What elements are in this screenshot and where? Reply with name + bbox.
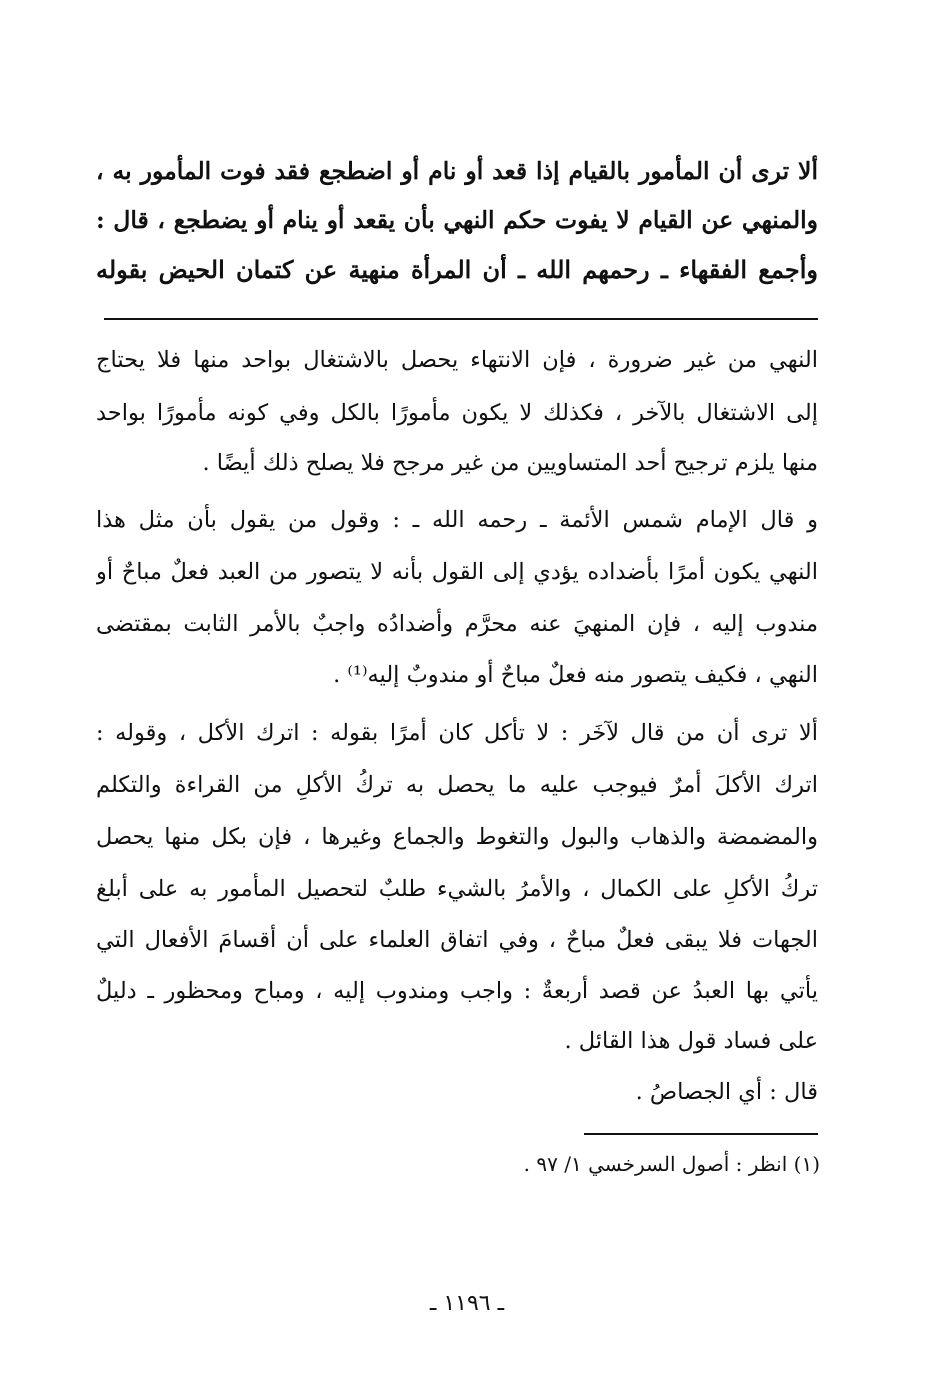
- paragraph-line: تركُ الأكلِ على الكمال ، والأمرُ بالشيء طلبٌ لتحصيل المأمور به على أبلغ: [96, 876, 818, 902]
- footnote: (١) انظر : أصول السرخسي ١/ ٩٧ .: [523, 1152, 820, 1176]
- paragraph-line: و قال الإمام شمس الأئمة ـ رحمه الله ـ : وقول من يقول بأن مثل هذا: [96, 507, 818, 533]
- paragraph-line: النهي يكون أمرًا بأضداده يؤدي إلى القول بأنه لا يتصور من العبد فعلٌ مباحٌ أو: [96, 559, 818, 585]
- section-divider: [104, 318, 818, 320]
- quote-line: ألا ترى أن المأمور بالقيام إذا قعد أو نام أو اضطجع فقد فوت المأمور به ،: [96, 157, 818, 185]
- page-number: ـ ١١٩٦ ـ: [429, 1291, 505, 1316]
- paragraph-line: اترك الأكلَ أمرٌ فيوجب عليه ما يحصل به تركُ الأكلِ من القراءة والتكلم: [96, 772, 818, 798]
- paragraph-line: ألا ترى أن من قال لآخَر : لا تأكل كان أمرًا بقوله : اترك الأكل ، وقوله :: [96, 720, 818, 746]
- paragraph-line: إلى الاشتغال بالآخر ، فكذلك لا يكون مأمورًا بالكل وفي كونه مأمورًا بواحد: [96, 400, 818, 426]
- paragraph-line: والمضمضة والذهاب والبول والتغوط والجماع وغيرها ، فإن بكل منها يحصل: [96, 824, 818, 850]
- attribution-note: قال : أي الجصاصُ .: [635, 1079, 818, 1105]
- paragraph-line: الجهات فلا يبقى فعلٌ مباحٌ ، وفي اتفاق العلماء على أن أقسامَ الأفعال التي: [96, 927, 818, 953]
- quote-line: وأجمع الفقهاء ـ رحمهم الله ـ أن المرأة منهية عن كتمان الحيض بقوله: [96, 255, 818, 284]
- paragraph-line: يأتي بها العبدُ عن قصد أربعةٌ : واجب ومندوب إليه ، ومباح ومحظور ـ دليلٌ: [96, 978, 818, 1004]
- paragraph-line: على فساد قول هذا القائل .: [564, 1028, 818, 1054]
- paragraph-line: مندوب إليه ، فإن المنهيَ عنه محرَّم وأضدادُه واجبٌ بالأمر الثابت بمقتضى: [96, 611, 818, 637]
- footnote-divider: [584, 1133, 818, 1135]
- paragraph-line: النهي ، فكيف يتصور منه فعلٌ مباحٌ أو مندوبٌ إليه⁽¹⁾ .: [333, 662, 818, 688]
- quote-line: والمنهي عن القيام لا يفوت حكم النهي بأن يقعد أو ينام أو يضطجع ، قال :: [96, 206, 818, 234]
- paragraph-line: منها يلزم ترجيح أحد المتساويين من غير مرجح فلا يصلح ذلك أيضًا .: [202, 450, 818, 476]
- paragraph-line: النهي من غير ضرورة ، فإن الانتهاء يحصل بالاشتغال بواحد منها فلا يحتاج: [96, 347, 818, 373]
